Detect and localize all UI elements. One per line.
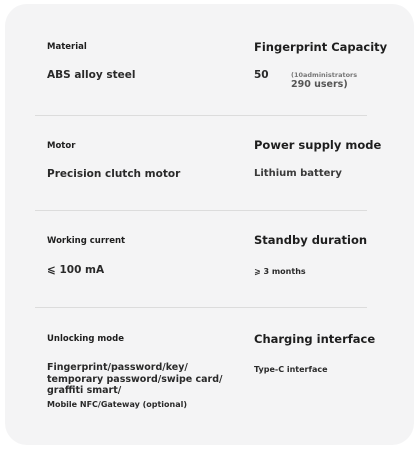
row-divider <box>35 307 367 308</box>
fingerprint-capacity-note <box>291 71 361 90</box>
material-label: Material <box>47 42 87 52</box>
motor-label: Motor <box>47 141 76 151</box>
charging-interface-value: Type-C interface <box>254 365 328 374</box>
working-current-label: Working current <box>47 236 126 246</box>
standby-duration-label: Standby duration <box>254 233 368 247</box>
unlocking-mode-line-1: Fingerprint/password/key/ <box>47 362 188 373</box>
unlocking-mode-extra: Mobile NFC/Gateway (optional) <box>47 400 188 409</box>
standby-duration-value: ⩾ 3 months <box>254 267 306 276</box>
capacity-note-users: 290 users) <box>291 79 348 90</box>
row-divider <box>35 210 367 211</box>
fingerprint-capacity-value: 50 <box>254 69 269 81</box>
material-value: ABS alloy steel <box>47 69 136 81</box>
working-current-value: ⩽ 100 mA <box>47 264 105 276</box>
unlocking-mode-label: Unlocking mode <box>47 334 124 344</box>
unlocking-mode-line-3: graffiti smart/ <box>47 385 122 396</box>
power-supply-mode-value: Lithium battery <box>254 168 342 179</box>
motor-value: Precision clutch motor <box>47 168 181 180</box>
charging-interface-label: Charging interface <box>254 332 376 346</box>
unlocking-mode-value <box>47 362 223 397</box>
unlocking-mode-line-2: temporary password/swipe card/ <box>47 373 223 385</box>
capacity-note-admins: (10administrators <box>291 71 358 79</box>
power-supply-mode-label: Power supply mode <box>254 138 382 152</box>
row-divider <box>35 115 367 116</box>
fingerprint-capacity-label: Fingerprint Capacity <box>254 40 388 54</box>
